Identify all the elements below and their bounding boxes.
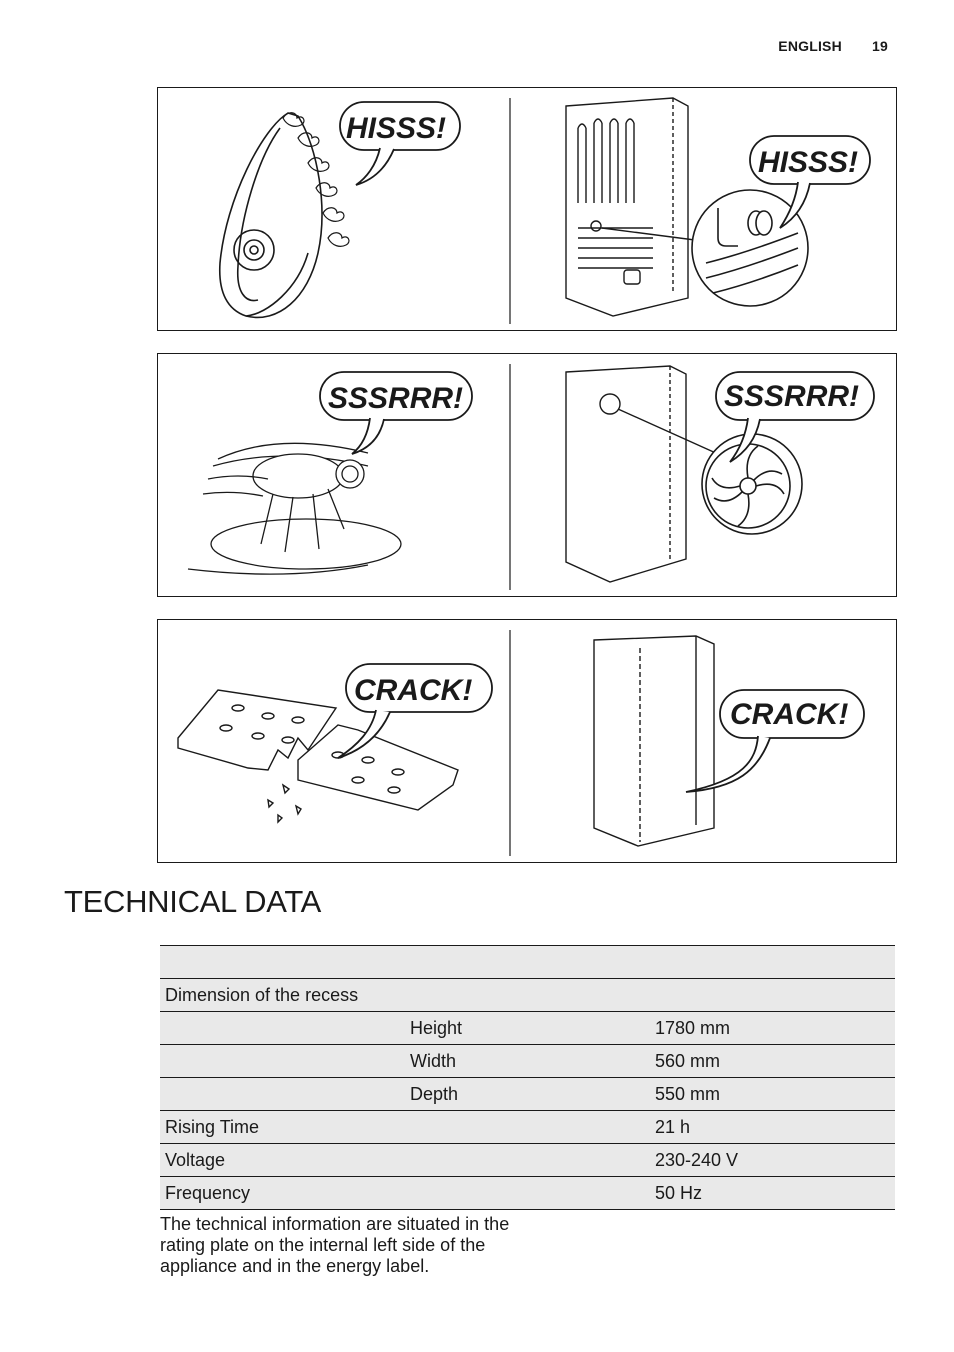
table-cell: 1780 mm <box>650 1012 895 1045</box>
bubble-text-crack-left: CRACK! <box>354 674 473 707</box>
table-header-row <box>160 946 895 979</box>
table-cell: Frequency <box>160 1177 405 1210</box>
table-cell <box>650 946 895 979</box>
table-cell: Depth <box>405 1078 650 1111</box>
section-title: TECHNICAL DATA <box>64 884 322 919</box>
table-row <box>160 1045 895 1078</box>
fly-icon <box>188 443 401 574</box>
technical-data-table <box>160 945 895 1210</box>
table-cell: 560 mm <box>650 1045 895 1078</box>
table-cell <box>160 946 405 979</box>
bubble-text-crack-right: CRACK! <box>730 698 849 731</box>
page-header <box>778 38 888 54</box>
table-row <box>160 1177 895 1210</box>
freezer-front-icon <box>594 636 714 846</box>
bubble-text-buzz-left: SSSRRR! <box>328 382 464 415</box>
technical-note: The technical information are situated in the rating plate on the internal left side of the appliance and in the energy label. <box>160 1214 510 1276</box>
bubble-text-hiss-left: HISSS! <box>346 112 447 145</box>
language-label: ENGLISH <box>778 38 842 54</box>
table-cell <box>160 1012 405 1045</box>
illustration-panel-hiss <box>157 87 897 331</box>
page-number: 19 <box>872 38 888 54</box>
table-cell: Height <box>405 1012 650 1045</box>
bubble-text-hiss-right: HISSS! <box>758 146 859 179</box>
freezer-back-icon <box>566 98 718 316</box>
table-cell: 230-240 V <box>650 1144 895 1177</box>
table-row <box>160 1111 895 1144</box>
table-cell: 50 Hz <box>650 1177 895 1210</box>
iron-icon <box>220 113 322 317</box>
table-cell <box>405 946 650 979</box>
illustration-panel-crack <box>157 619 897 863</box>
table-cell: 21 h <box>650 1111 895 1144</box>
table-cell <box>160 1045 405 1078</box>
table-row <box>160 1144 895 1177</box>
table-cell <box>405 1177 650 1210</box>
buzz-illustration <box>158 354 898 598</box>
bubble-text-buzz-right: SSSRRR! <box>724 380 860 413</box>
table-cell: 550 mm <box>650 1078 895 1111</box>
table-cell <box>160 1078 405 1111</box>
table-row <box>160 1012 895 1045</box>
table-cell: Voltage <box>160 1144 405 1177</box>
freezer-side-icon <box>566 366 718 582</box>
table-cell <box>405 1111 650 1144</box>
table-cell: Width <box>405 1045 650 1078</box>
table-cell: Dimension of the recess <box>160 979 895 1012</box>
table-row <box>160 979 895 1012</box>
illustration-panel-buzz <box>157 353 897 597</box>
hiss-illustration <box>158 88 898 332</box>
fan-icon <box>702 434 802 534</box>
table-cell <box>405 1144 650 1177</box>
crack-illustration <box>158 620 898 864</box>
table-cell: Rising Time <box>160 1111 405 1144</box>
table-row <box>160 1078 895 1111</box>
